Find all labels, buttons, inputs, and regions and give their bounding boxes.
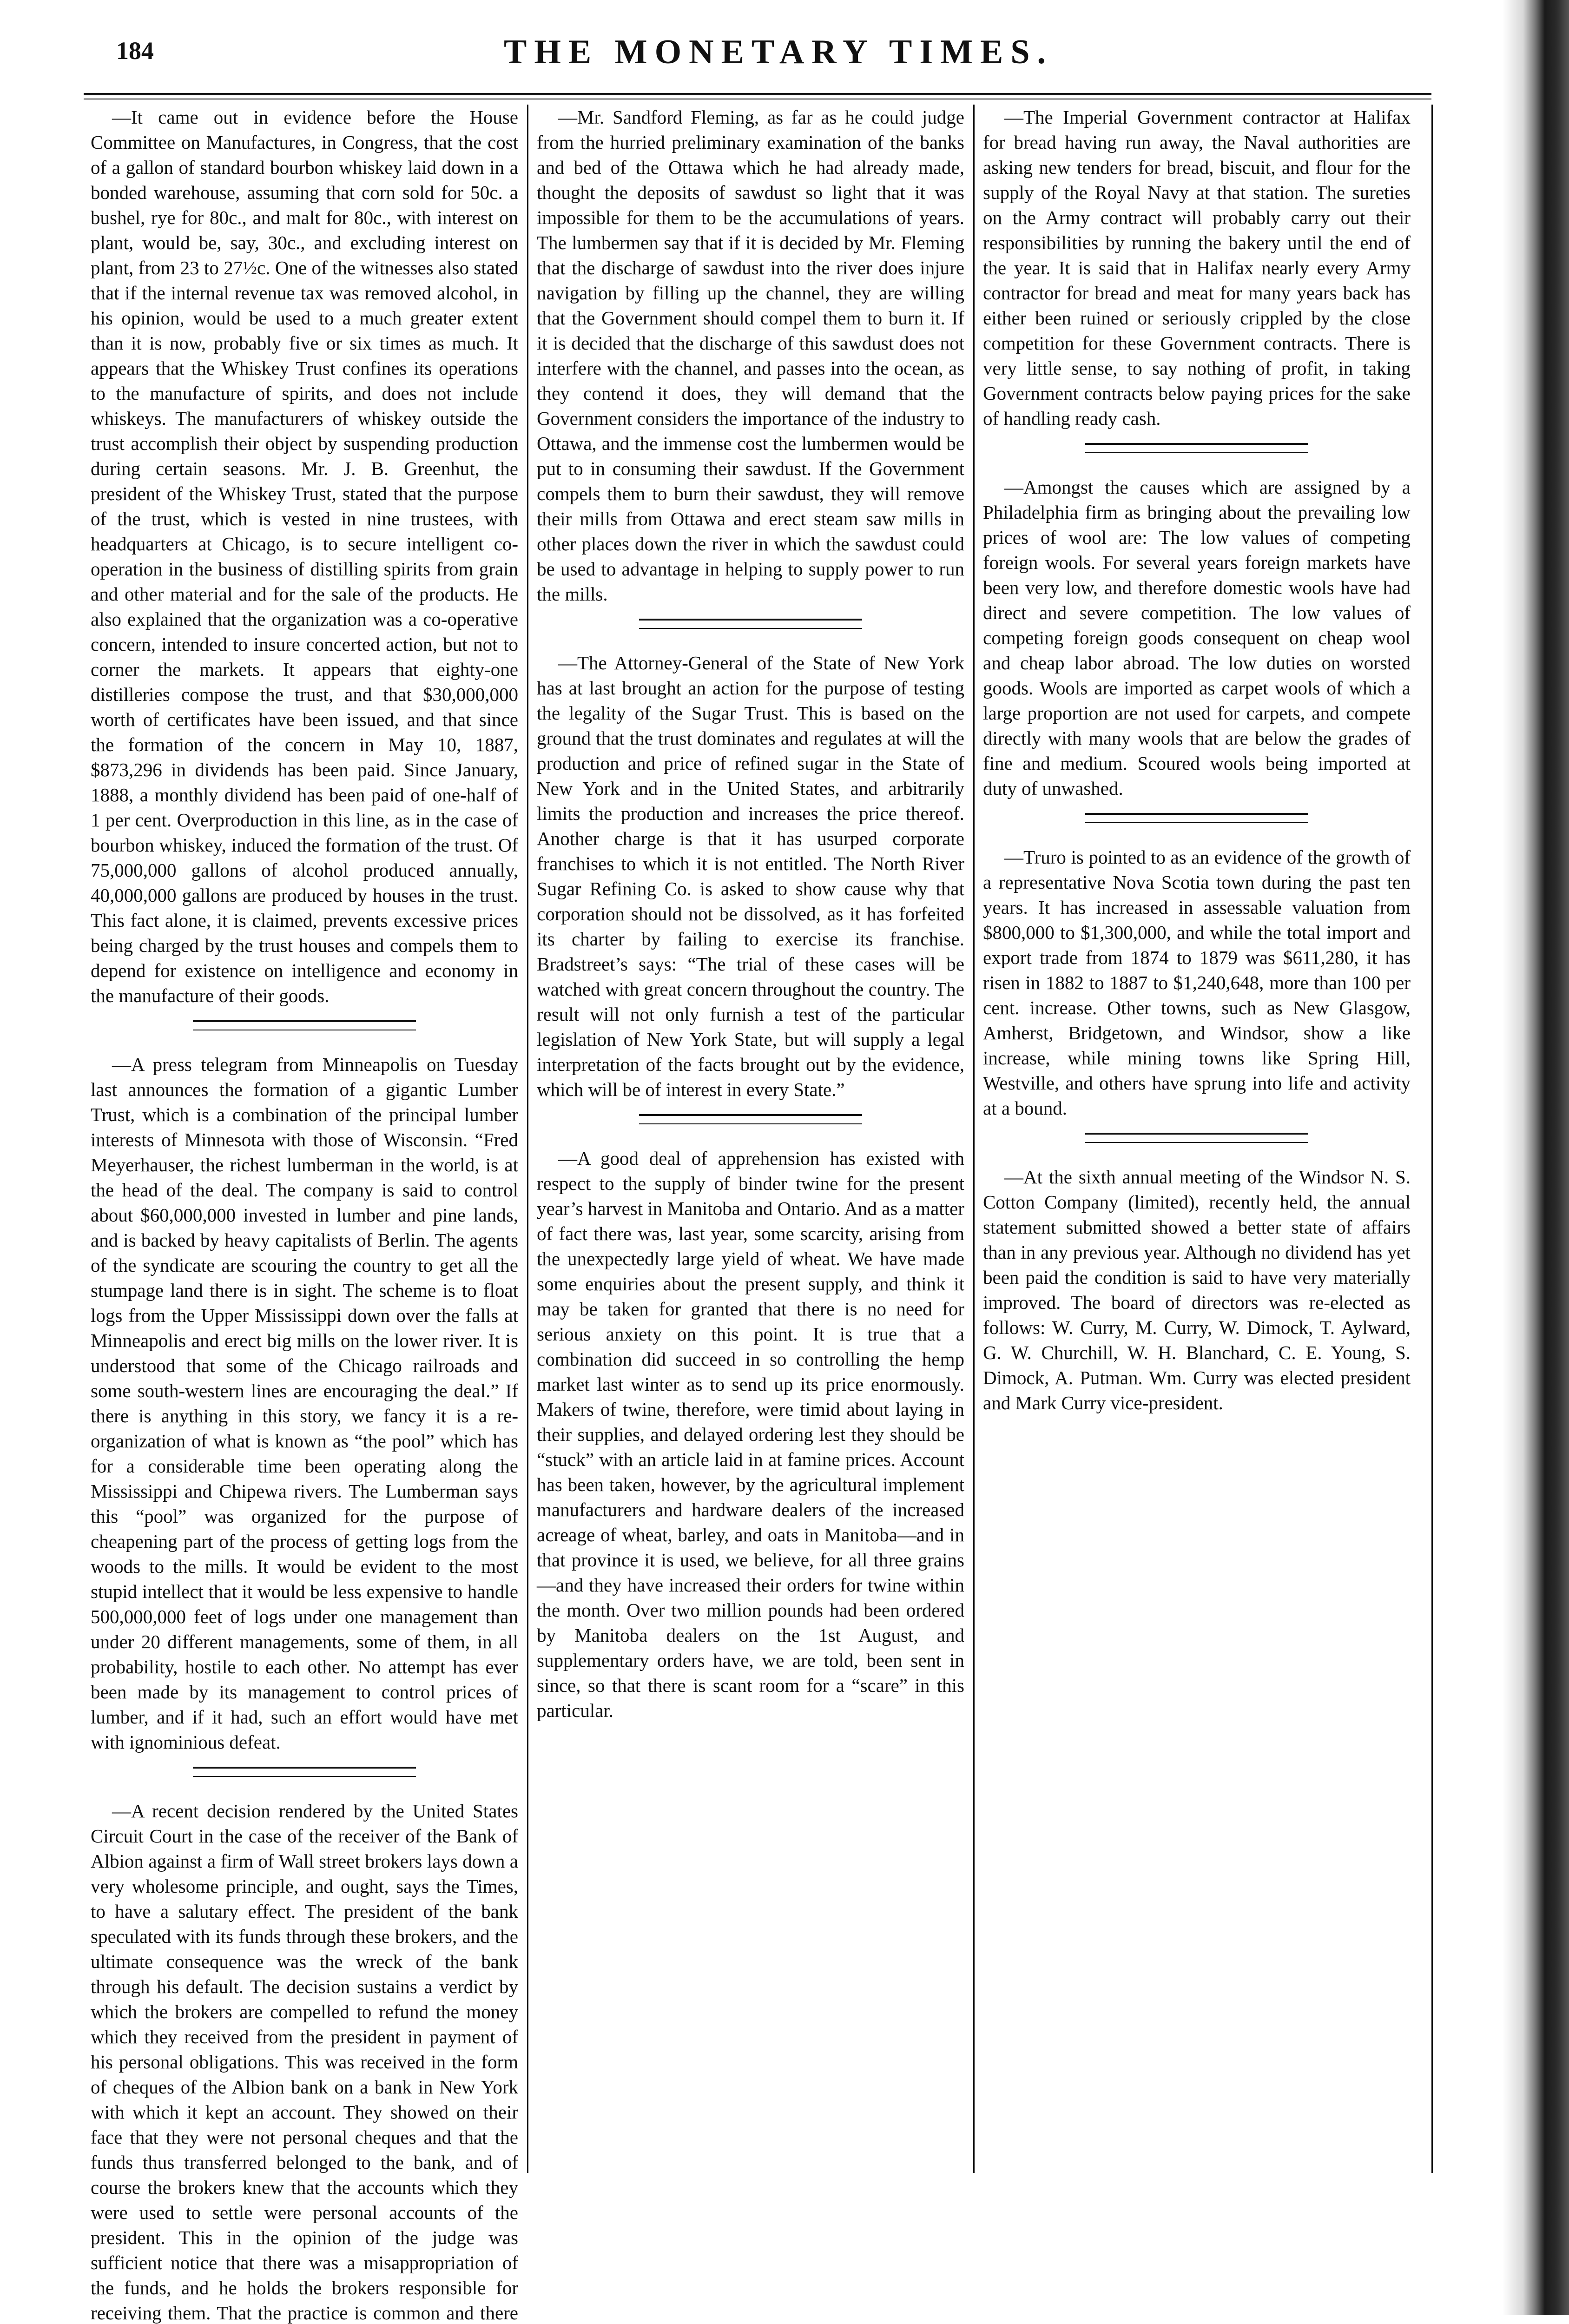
article-binder-twine: —A good deal of apprehension has existed with respect to the supply of binder twine for the present year’s harvest in Manitoba and Ontario. And as a matter of fact there was, last year, some scarcity, arising from the unexpectedly large yield of wheat. We have made some enquiries about the present supply, and think it may be taken for granted that there is no need for serious anxiety on this point. It is true that a combination did succeed in so controlling the hemp market last winter as to send up its price enormously. Makers of twine, therefore, were timid about laying in their supplies, and delayed ordering lest they should be “stuck” with an article laid in at famine prices. Account has been taken, however, by the agricultural implement manufacturers and hardware dealers of the increased acreage of wheat, barley, and oats in Manitoba—and in that province it is used, we believe, for all three grains—and they have increased their orders for twine within the month. Over two million pounds had been ordered by Manitoba dealers on the 1st August, and supplementary orders have, we are told, been sent in since, so that there is scant room for a “scare” in this particular. (537, 1148, 964, 1721)
article-truro-growth: —Truro is pointed to as an evidence of the growth of a representative Nova Scotia town during the past ten years. It has increased in assessable valuation from $800,000 to $1,300,000, and while the total import and export trade from 1874 to 1879 was $611,280, it has risen in 1882 to 1887 to $1,240,648, more than 100 per cent. increase. Other towns, such as New Glasgow, Amherst, Bridgetown, and Windsor, show a like increase, while mining towns like Spring Hill, Westville, and others have sprung into life and activity at a bound. (983, 846, 1411, 1119)
page-header (116, 28, 1441, 79)
column-3 (983, 105, 1411, 1415)
header-rule-thick (84, 93, 1431, 95)
column-1 (91, 105, 518, 2324)
column-2 (537, 105, 964, 1723)
masthead-title: THE MONETARY TIMES. (504, 33, 1053, 71)
article-separator (1085, 813, 1308, 823)
article-lumber-trust: —A press telegram from Minneapolis on Tuesday last announces the formation of a gigantic Lumber Trust, which is a combination of the principal lumber interests of Minnesota with those of Wisconsin. “Fred Meyerhauser, the richest lumberman in the world, is at the head of the deal. The company is said to control about $60,000,000 invested in lumber and pine lands, and is backed by heavy capitalists of Berlin. The agents of the syndicate are scouring the country to get all the stumpage land there is in sight. The scheme is to float logs from the Upper Mississippi down over the falls at Minneapolis and erect big mills on the lower river. It is understood that some of the Chicago railroads and some south-western lines are encouraging the deal.” If there is anything in this story, we fancy it is a re-organization of what is known as “the pool” which has for a considerable time been operating along the Mississippi and Chipewa rivers. The Lumberman says this “pool” was organized for the purpose of cheapening part of the process of getting logs from the woods to the mills. It would be evident to the most stupid intellect that it would be less expensive to handle 500,000,000 feet of logs under one management than under 20 different managements, some of them, in all probability, hostile to each other. No attempt has ever been made by its management to control prices of lumber, and if it had, such an effort would have met with ignominious defeat. (91, 1054, 518, 1753)
article-separator (193, 1020, 416, 1030)
column-divider (973, 105, 975, 2173)
page-binding-edge (1448, 0, 1569, 2315)
article-windsor-cotton: —At the sixth annual meeting of the Windsor N. S. Cotton Company (limited), recently held, the annual statement submitted showed a better state of affairs than in any previous year. Although no dividend has yet been paid the condition is said to have very materially improved. The board of directors was re-elected as follows: W. Curry, M. Curry, W. Dimock, T. Aylward, G. W. Churchill, W. H. Blanchard, C. E. Young, S. Dimock, A. Putman. Wm. Curry was elected president and Mark Curry vice-president. (983, 1166, 1411, 1413)
article-separator (639, 1114, 862, 1124)
column-divider (1431, 105, 1433, 2173)
article-sawdust-ottawa: —Mr. Sandford Fleming, as far as he could judge from the hurried preliminary examination of the banks and bed of the Ottawa which he had already made, thought the deposits of sawdust so light that it was impossible for them to be the accumulations of years. The lumbermen say that if it is decided by Mr. Fleming that the discharge of sawdust into the river does injure navigation by filling up the channel, they are willing that the Government should compel them to burn it. If it is decided that the discharge of this sawdust does not interfere with the channel, and passes into the ocean, as they contend it does, they will demand that the Government considers the importance of the industry to Ottawa, and the immense cost the lumbermen would be put to in consuming their sawdust. If the Government compels them to burn their sawdust, they will remove their mills from Ottawa and erect steam saw mills in other places down the river in which the sawdust could be used to advantage in helping to supply power to run the mills. (537, 106, 964, 605)
article-sugar-trust: —The Attorney-General of the State of New York has at last brought an action for the purpose of testing the legality of the Sugar Trust. This is based on the ground that the trust dominates and regulates at will the production and price of refined sugar in the State of New York and in the United States, and arbitrarily limits the production and increases the price thereof. Another charge is that it has usurped corporate franchises to which it is not entitled. The North River Sugar Refining Co. is asked to show cause why that corporation should not be dissolved, as it has forfeited its charter by failing to exercise its franchise. Bradstreet’s says: “The trial of these cases will be watched with great concern throughout the country. The result will not only furnish a test of the particular legislation of New York State, but will supply a legal interpretation of the facts brought out by the evidence, which will be of interest in every State.” (537, 652, 964, 1100)
article-separator (1085, 443, 1308, 453)
article-wool-prices: —Amongst the causes which are assigned by a Philadelphia firm as bringing about the prevailing low prices of wool are: The low values of competing foreign wools. For several years foreign markets have been very low, and therefore domestic wools have had direct and severe competition. The low values of competing foreign goods consequent on cheap wool and cheap labor abroad. The low duties on worsted goods. Wools are imported as carpet wools of which a large proportion are not used for carpets, and compete directly with many wools that are below the grades of fine and medium. Scoured wools being imported at duty of unwashed. (983, 476, 1411, 799)
article-whiskey-trust: —It came out in evidence before the House Committee on Manufactures, in Congress, that the cost of a gallon of standard bourbon whiskey laid down in a bonded warehouse, assuming that corn sold for 50c. a bushel, rye for 80c., and malt for 80c., with interest on plant, would be, say, 30c., and excluding interest on plant, from 23 to 27½c. One of the witnesses also stated that if the internal revenue tax was removed alcohol, in his opinion, would be used to a much greater extent than it is now, probably five or six times as much. It appears that the Whiskey Trust confines its operations to the manufacture of spirits, and does not include whiskeys. The manufacturers of whiskey outside the trust accomplish their object by suspending production during certain seasons. Mr. J. B. Greenhut, the president of the Whiskey Trust, stated that the purpose of the trust, which is vested in nine trustees, with headquarters at Chicago, is to secure intelligent co-operation in the business of distilling spirits from grain and other material and for the sale of the products. He also explained that the organization was a co-operative concern, intended to insure concerted action, but not to corner the markets. It appears that eighty-one distilleries compose the trust, and that $30,000,000 worth of certificates have been issued, and that since the formation of the concern in May 10, 1887, $873,296 in dividends has been paid. Since January, 1888, a monthly dividend has been paid of one-half of 1 per cent. Overproduction in this line, as in the case of bourbon whiskey, induced the formation of the trust. Of 75,000,000 gallons of alcohol produced annually, 40,000,000 gallons are produced by houses in the trust. This fact alone, it is claimed, prevents excessive prices being charged by the trust houses and compels them to depend for existence on intelligence and economy in the manufacture of their goods. (91, 106, 518, 1006)
column-divider (527, 105, 528, 2173)
page-number: 184 (116, 37, 154, 65)
article-halifax-contract: —The Imperial Government contractor at Halifax for bread having run away, the Naval authorities are asking new tenders for bread, biscuit, and flour for the supply of the Royal Navy at that station. The sureties on the Army contract will probably carry out their responsibilities by running the bakery until the end of the year. It is said that in Halifax nearly every Army contractor for bread and meat for many years back has either been ruined or seriously crippled by the close competition for these Government contracts. There is very little sense, to say nothing of profit, in taking Government contracts below paying prices for the sake of handling ready cash. (983, 106, 1411, 429)
article-separator (1085, 1133, 1308, 1143)
article-bank-of-albion: —A recent decision rendered by the United States Circuit Court in the case of the receiver of the Bank of Albion against a firm of Wall street brokers lays down a very wholesome principle, and ought, says the Times, to have a salutary effect. The president of the bank speculated with its funds through these brokers, and the ultimate consequence was the wreck of the bank through his default. The decision sustains a verdict by which the brokers are compelled to refund the money which they received from the president in payment of his personal obligations. This was received in the form of cheques of the Albion bank on a bank in New York with which it kept an account. They showed on their face that they were not personal cheques and that the funds thus transferred belonged to the bank, and of course the brokers knew that the accounts which they were used to settle were personal accounts of the president. This in the opinion of the judge was sufficient notice that there was a misappropriation of the funds, and he holds the brokers responsible for receiving them. That the practice is common and there (91, 1800, 518, 2324)
article-separator (639, 619, 862, 629)
article-separator (193, 1767, 416, 1777)
